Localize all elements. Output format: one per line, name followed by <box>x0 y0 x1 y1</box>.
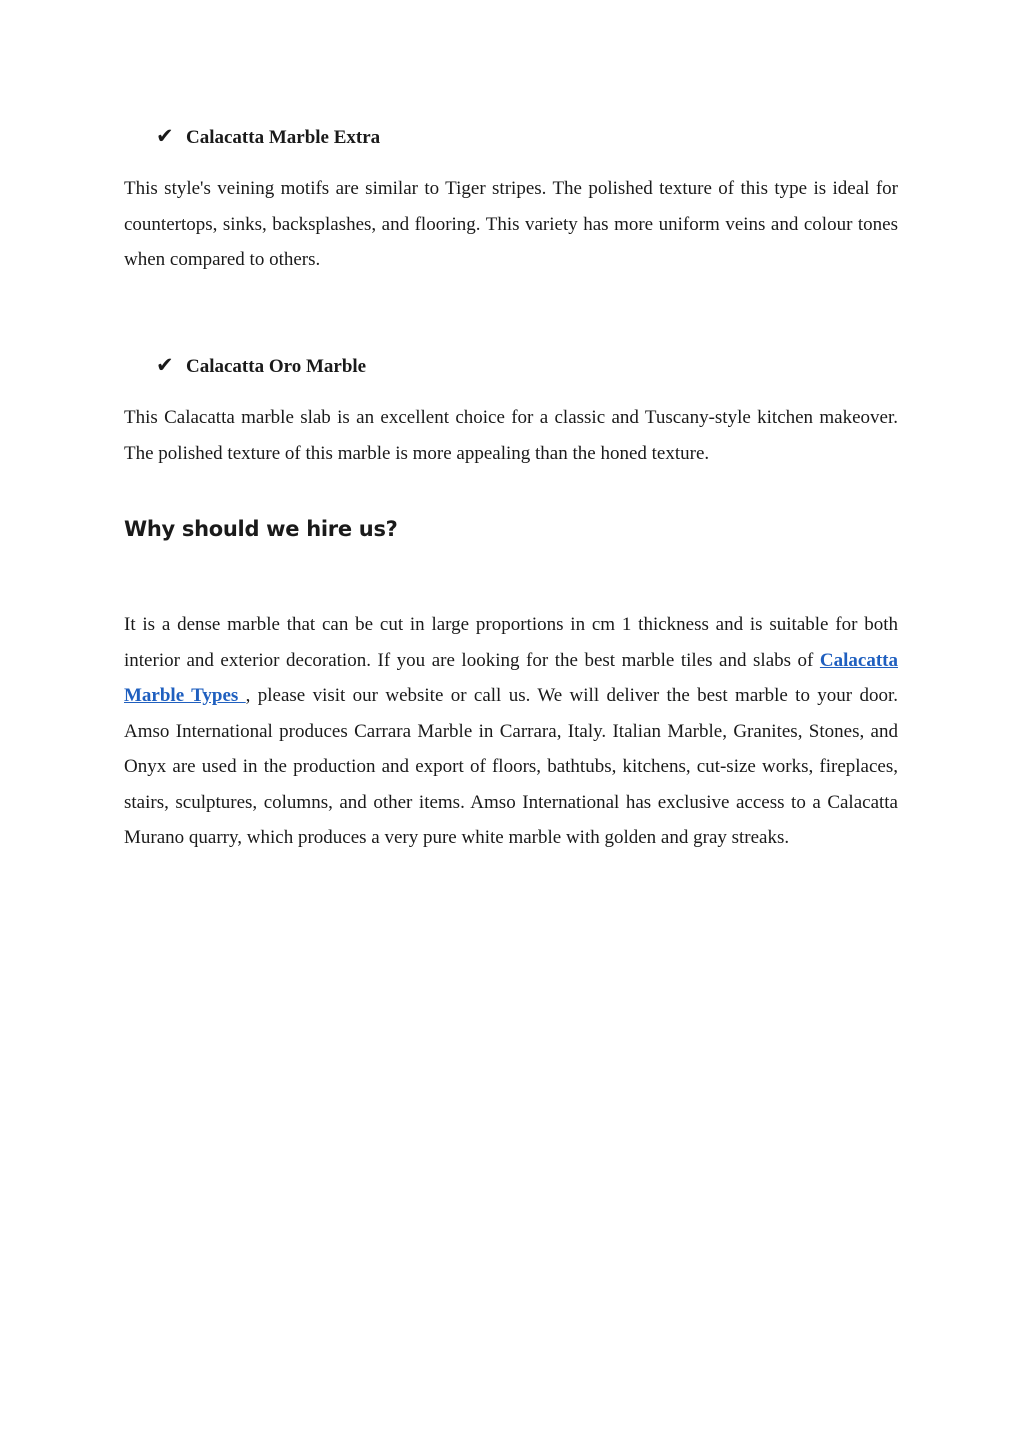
hire-us-body-rest: , please visit our website or call us. We will deliver the best marble to your door. Amso International produces Carrara Marble in Carrara, Italy. Italian Marble, Granites, Stones, and Onyx are used in the production and export of floors, bathtubs, kitchens, cut-size works, fireplaces, stairs, sculptures, columns, and other items. Amso International has exclusive access to a Calacatta Murano quarry, which produces a very pure white marble with golden and gray streaks. <box>124 685 898 848</box>
section-body-calacatta-extra: This style's veining motifs are similar to Tiger stripes. The polished texture of this type is ideal for countertops, sinks, backsplashes, and flooring. This variety has more uniform veins and colour tones when compared to others. <box>124 178 898 270</box>
checkmark-icon: ✔ <box>156 353 174 377</box>
hire-us-title: Why should we hire us? <box>124 517 398 541</box>
checkmark-icon: ✔ <box>156 124 174 148</box>
section-heading-calacatta-extra <box>156 124 380 150</box>
calacatta-marble-types-link[interactable]: Calacatta Marble Types <box>124 649 898 706</box>
hire-us-body-intro: It is a dense marble that can be cut in large proportions in cm 1 thickness and is suitable for both interior and exterior decoration. If you are looking for the best marble tiles and slabs of <box>124 614 898 671</box>
section-heading-text: Calacatta Marble Extra <box>186 127 381 148</box>
section-body-calacatta-oro: This Calacatta marble slab is an excellent choice for a classic and Tuscany-style kitchen makeover. The polished texture of this marble is more appealing than the honed texture. <box>124 407 898 464</box>
hire-us-body <box>124 607 898 856</box>
section-heading-text: Calacatta Oro Marble <box>186 356 367 377</box>
section-heading-calacatta-oro <box>156 353 366 379</box>
